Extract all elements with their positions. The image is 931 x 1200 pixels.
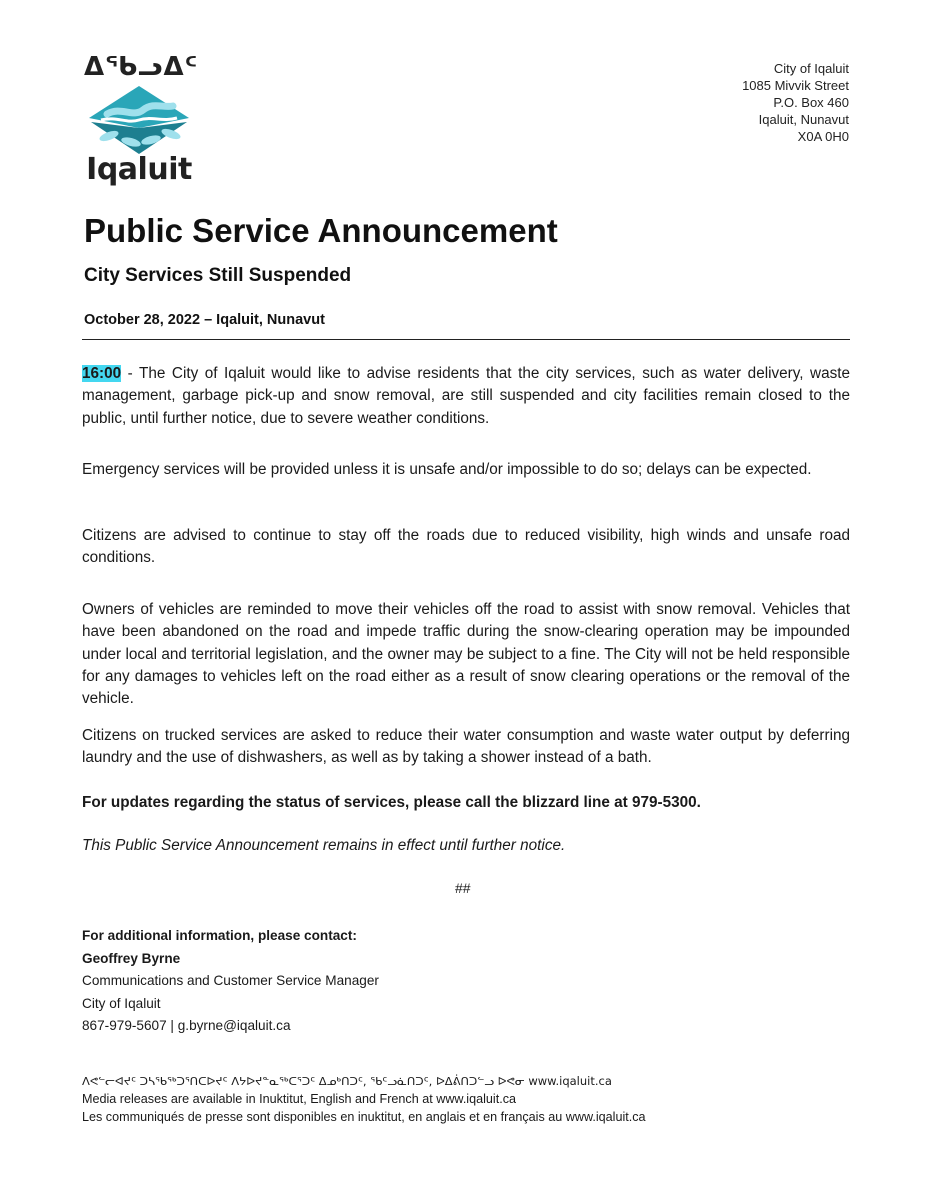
contact-name: Geoffrey Byrne: [82, 950, 181, 966]
paragraph-vehicles: Owners of vehicles are reminded to move their vehicles off the road to assist with snow removal. Vehicles that have been abandoned on the road and impede traffic during the snow-clearing operation may be impounded under local and territorial legislation, and the owner may be subject to a fine. The City will not be held responsible for any damages to vehicles left on the road either as a result of snow clearing operations or the removal of the vehicle.: [82, 601, 850, 708]
logo-wordmark: Iqaluit: [86, 152, 192, 187]
paragraph-advisory-text: - The City of Iqaluit would like to advise residents that the city services, such as water delivery, waste management, garbage pick-up and snow removal, are still suspended and city facilities remain closed to the public, until further notice, due to severe weather conditions.: [82, 365, 850, 427]
time-highlight: 16:00: [82, 365, 122, 382]
paragraph-blizzard-line: For updates regarding the status of services, please call the blizzard line at 979-5300.: [82, 794, 701, 811]
paragraph-advisory: [82, 363, 850, 430]
paragraph-emergency: Emergency services will be provided unless it is unsafe and/or impossible to do so; delays can be expected.: [82, 461, 812, 478]
contact-role: Communications and Customer Service Manager: [82, 973, 379, 989]
paragraph-trucked-services: Citizens on trucked services are asked to reduce their water consumption and waste water output by deferring laundry and the use of dishwashers, as well as by taking a shower instead of a bath.: [82, 727, 850, 767]
header-divider: [82, 339, 850, 340]
contact-heading: For additional information, please contact:: [82, 928, 357, 943]
logo-emblem-icon: [87, 84, 191, 156]
address-line: Iqaluit, Nunavut: [758, 112, 849, 127]
contact-org: City of Iqaluit: [82, 995, 161, 1011]
document-title: Public Service Announcement: [84, 212, 558, 249]
contact-phone-email: 867-979-5607 | g.byrne@iqaluit.ca: [82, 1018, 291, 1034]
document-subtitle: City Services Still Suspended: [84, 265, 352, 286]
address-line: X0A 0H0: [797, 129, 849, 144]
footer-inuktitut: ᐱᕙᓪᓕᐊᔪᑦ ᑐᓴᕐᑲᖅᑐᕐᑎᑕᐅᔪᑦ ᐱᔭᐅᔪᓐᓇᖅᑕᕐᑐᑦ ᐃᓄᒃᑎᑐᑦ, ᖃᑦᓗᓈᑎᑐᑦ, ᐅᐃᕖᑎᑐᓪᓗ ᐅᕙᓂ www.iqaluit.ca: [82, 1074, 612, 1088]
dateline: October 28, 2022 – Iqaluit, Nunavut: [84, 312, 325, 328]
footer-french: Les communiqués de presse sont disponibles en inuktitut, en anglais et en français au www.iqaluit.ca: [82, 1110, 646, 1124]
address-line: 1085 Mivvik Street: [742, 78, 849, 93]
city-address: [742, 60, 849, 145]
address-line: City of Iqaluit: [773, 61, 849, 76]
paragraph-effect-notice: This Public Service Announcement remains in effect until further notice.: [82, 837, 566, 854]
paragraph-roads: Citizens are advised to continue to stay off the roads due to reduced visibility, high winds and unsafe road conditions.: [82, 527, 850, 567]
city-logo: [84, 52, 199, 187]
end-mark: ##: [455, 880, 471, 896]
logo-syllabics: ᐃᖃᓗᐃᑦ: [84, 52, 199, 82]
footer-languages: [82, 1072, 646, 1126]
footer-english: Media releases are available in Inuktitut, English and French at www.iqaluit.ca: [82, 1092, 517, 1106]
contact-block: [82, 925, 379, 1038]
address-line: P.O. Box 460: [773, 95, 849, 110]
